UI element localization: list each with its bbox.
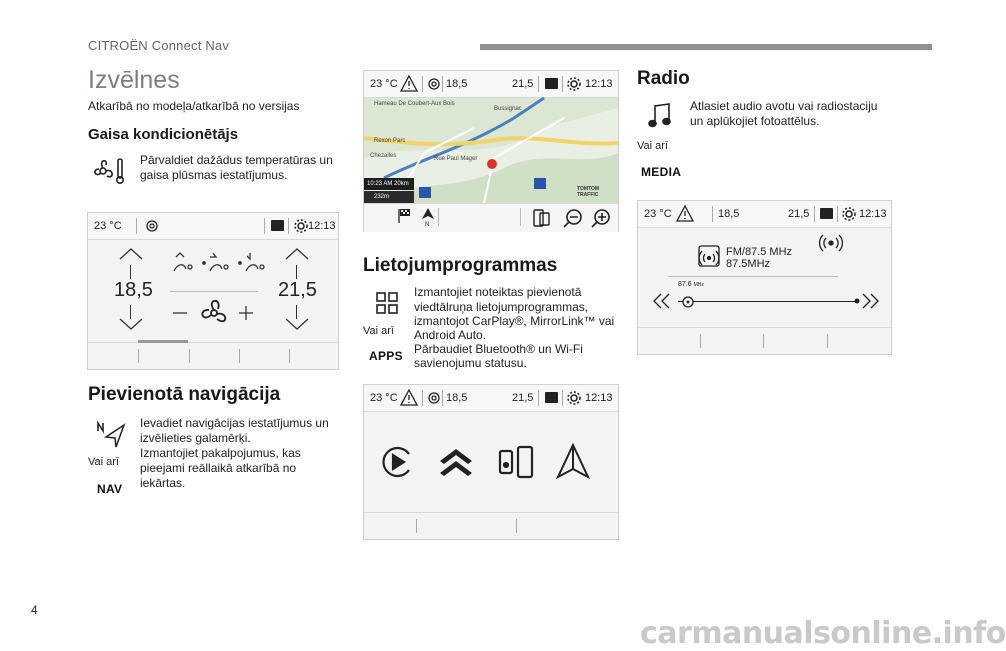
connected-nav-icon[interactable] [556,443,590,479]
connectivity-icon [144,218,160,234]
apps-desc-5: Pārbaudiet Bluetooth® un Wi-Fi [414,342,583,356]
apps-desc-1: Izmantojiet noteiktas pievienotā [414,285,582,299]
frequency-slider[interactable] [678,301,858,302]
carplay-icon[interactable] [380,445,414,479]
fan-icon [198,297,230,329]
status-bar [88,213,338,240]
navigation-desc-5: iekārtas. [140,476,186,490]
music-note-icon [648,103,672,129]
climate-icon [92,156,126,186]
outside-temp: 23 °C [370,78,398,90]
right-temp-down-icon[interactable] [284,317,310,331]
fan-minus-icon[interactable] [172,305,188,321]
climate-desc-1: Pārvaldiet dažādus temperatūras un [140,153,333,167]
slider-unit: MHz [693,282,704,288]
map-distance: 232m [364,191,414,203]
right-temp: 21,5 [788,208,810,220]
warning-icon [676,205,694,222]
apps-keyword: APPS [369,349,403,363]
seek-back-icon[interactable] [652,293,676,309]
phone-icon [544,77,560,91]
brand-header: CITROËN Connect Nav [88,38,230,53]
settings-icon [566,390,582,406]
map-view[interactable] [364,98,618,203]
settings-icon [841,206,857,222]
radio-desc-2: un aplūkojiet fotoattēlus. [690,114,820,128]
apps-desc-2: viedtālruņa lietojumprogrammas, [414,300,589,314]
zoom-in-icon[interactable] [590,208,612,228]
airflow-modes-icon[interactable] [170,251,266,275]
traffic-logo [577,186,599,198]
radio-screen [637,200,892,355]
right-temp: 21,5 [512,78,534,90]
map-label: Rue Paul Mager [434,156,478,162]
clock: 12:13 [308,220,336,232]
map-label: Bussignac [494,106,522,112]
navigation-icon [96,421,126,449]
slider-knob[interactable] [681,295,695,309]
navigation-screen [363,70,619,232]
clock: 12:13 [585,78,613,90]
map-label: Hameau De Coubert-Aux Bois [374,101,455,107]
map-layers-icon[interactable] [532,208,552,228]
page-subtitle: Atkarībā no modeļa/atkarībā no versijas [88,99,300,113]
apps-title: Lietojumprogrammas [363,255,558,276]
android-auto-icon[interactable] [438,447,474,477]
outside-temp: 23 °C [370,392,398,404]
fm-station-icon [698,245,720,267]
clock: 12:13 [859,208,887,220]
screen-footer [364,512,618,539]
header-bar [480,44,932,50]
radio-station-icon[interactable] [821,233,841,253]
traffic-label: TRAFFIC [577,192,599,198]
radio-desc-1: Atlasiet audio avotu vai radiostaciju [690,99,878,113]
map-label: Chezalles [370,153,397,159]
left-temp-down-icon[interactable] [118,317,144,331]
warning-icon [400,75,418,92]
radio-see-also: Vai arī [637,140,668,152]
radio-keyword: MEDIA [641,165,682,179]
settings-icon [566,76,582,92]
phone-icon [544,391,560,405]
connectivity-icon [426,76,442,92]
screen-footer [638,327,891,354]
left-temp: 18,5 [718,208,740,220]
svg-text:N: N [425,222,430,228]
apps-desc-3: izmantojot CarPlay®, MirrorLink™ vai [414,314,615,328]
left-temp: 18,5 [114,279,153,301]
flag-icon[interactable] [398,208,412,224]
page-title: Izvēlnes [88,66,180,94]
seek-forward-icon[interactable] [856,293,880,309]
apps-desc-4: Android Auto. [414,328,487,342]
navigation-desc-2: izvēlieties galamērķi. [140,431,251,445]
outside-temp: 23 °C [94,220,122,232]
climate-desc-2: gaisa plūsmas iestatījumus. [140,168,288,182]
warning-icon [400,389,418,406]
settings-icon [293,218,309,234]
status-bar [364,385,618,412]
page-number: 4 [31,603,38,617]
right-temp-up-icon[interactable] [284,247,310,261]
clock: 12:13 [585,392,613,404]
screen-footer [88,342,338,369]
station-frequency: 87.5MHz [726,258,771,270]
radio-title: Radio [637,68,690,89]
apps-icon [375,291,399,315]
watermark: carmanualsonline.info [640,616,1006,651]
apps-see-also: Vai arī [363,325,394,337]
status-bar [638,201,891,228]
navigation-desc-1: Ievadiet navigācijas iestatījumus un [140,416,329,430]
apps-screen [363,384,619,540]
right-temp: 21,5 [278,279,317,301]
left-temp-up-icon[interactable] [118,247,144,261]
map-eta: 10:23 AM 20km [364,178,414,190]
left-temp: 18,5 [446,78,468,90]
apps-desc-6: savienojumu statusu. [414,356,527,370]
zoom-out-icon[interactable] [562,208,584,228]
fan-plus-icon[interactable] [238,305,254,321]
slider-value-label [678,281,704,288]
station-name: FM/87.5 MHz [726,246,793,258]
connectivity-icon [426,390,442,406]
north-arrow-icon[interactable] [420,207,436,227]
nav-toolbar [364,203,618,232]
climate-title: Gaisa kondicionētājs [88,126,239,143]
phone-icon [270,219,286,233]
traffic-label: TOMTOM [577,186,600,192]
climate-screen [87,212,339,370]
right-temp: 21,5 [512,392,534,404]
navigation-keyword: NAV [97,482,123,496]
navigation-desc-3: Izmantojiet pakalpojumus, kas [140,446,301,460]
slider-value: 87.6 [678,281,692,288]
navigation-desc-4: pieejami reāllaikā atkarībā no [140,461,297,475]
status-bar [364,71,618,98]
map-label: Rexon Parc [374,138,406,144]
mirrorlink-icon[interactable] [498,445,534,479]
outside-temp: 23 °C [644,208,672,220]
navigation-title: Pievienotā navigācija [88,384,281,405]
left-temp: 18,5 [446,392,468,404]
navigation-see-also: Vai arī [88,456,119,468]
phone-icon [819,207,835,221]
